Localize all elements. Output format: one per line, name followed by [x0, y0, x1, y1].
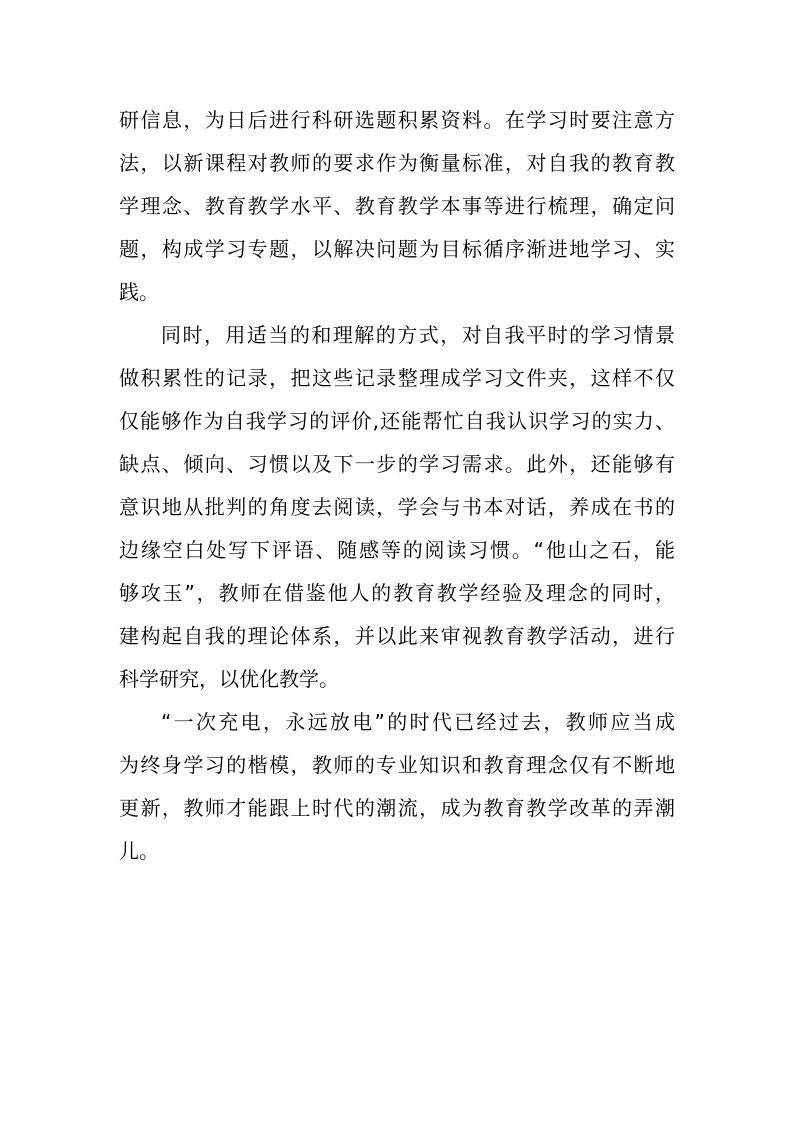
text-line: 题，构成学习专题，以解决问题为目标循序渐进地学习、实: [119, 237, 675, 261]
text-line: 科学研究，以优化教学。: [119, 667, 339, 691]
text-line: 做积累性的记录，把这些记录整理成学习文件夹，这样不仅: [119, 366, 675, 390]
text-line: 仅能够作为自我学习的评价,还能帮忙自我认识学习的实力、: [119, 409, 675, 433]
text-line: 研信息，为日后进行科研选题积累资料。在学习时要注意方: [119, 108, 675, 132]
text-line: 边缘空白处写下评语、随感等的阅读习惯。“他山之石，能: [119, 538, 675, 562]
text-line: 缺点、倾向、习惯以及下一步的学习需求。此外，还能够有: [119, 452, 675, 476]
text-line: 意识地从批判的角度去阅读，学会与书本对话，养成在书的: [119, 495, 675, 519]
text-line: 建构起自我的理论体系，并以此来审视教育教学活动，进行: [119, 624, 675, 648]
text-line: 够攻玉”，教师在借鉴他人的教育教学经验及理念的同时，: [119, 581, 675, 605]
text-line: 同时，用适当的和理解的方式，对自我平时的学习情景: [161, 323, 675, 347]
text-line: 践。: [119, 280, 159, 304]
text-line: 更新，教师才能跟上时代的潮流，成为教育教学改革的弄潮: [119, 796, 675, 820]
text-line: “一次充电，永远放电”的时代已经过去，教师应当成: [161, 710, 675, 734]
text-line: 学理念、教育教学水平、教育教学本事等进行梳理，确定问: [119, 194, 675, 218]
text-line: 儿。: [119, 839, 159, 863]
text-line: 为终身学习的楷模，教师的专业知识和教育理念仅有不断地: [119, 753, 675, 777]
text-line: 法，以新课程对教师的要求作为衡量标准，对自我的教育教: [119, 151, 675, 175]
